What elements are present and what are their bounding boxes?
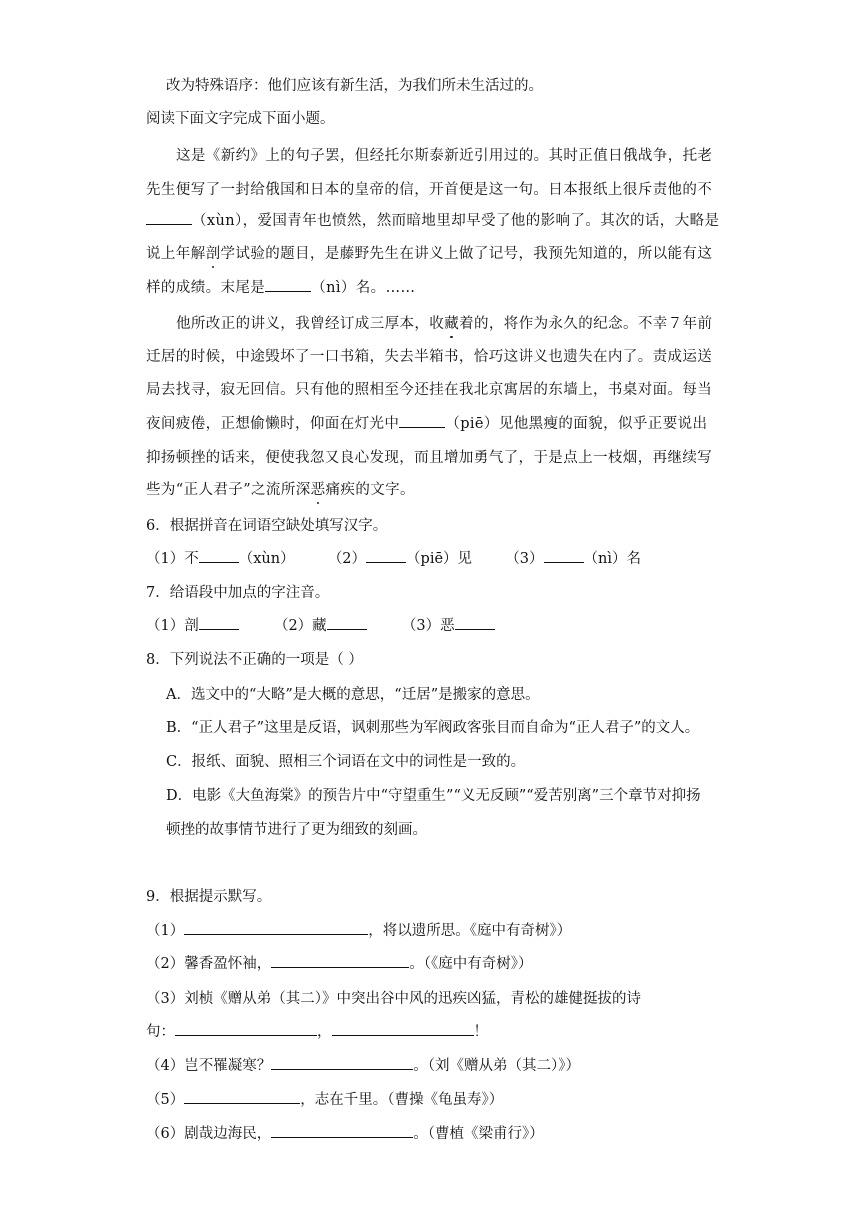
dotted-char: 恶	[311, 478, 326, 499]
dictation-item-5: （5） ，志在千里。（曹操《龟虽寿》）	[146, 1088, 503, 1109]
passage-line: 抑扬顿挫的话来，便使我忽又良心发现，而且增加勇气了，于是点上一枝烟，再继续写	[146, 450, 713, 466]
instruction-line: 改为特殊语序：他们应该有新生活，为我们所未生活过的。	[166, 78, 543, 94]
fill-blank[interactable]	[184, 920, 368, 935]
option-d[interactable]: D．电影《大鱼海棠》的预告片中“守望重生”“义无反顾”“爱苦别离”三个章节对抑扬	[166, 788, 701, 804]
dictation-item-3: （3）刘桢《赠从弟（其二）》中突出谷中风的迅疾凶猛，青松的雄健挺拔的诗	[146, 991, 641, 1007]
passage-line: 这是《新约》上的句子罢，但经托尔斯泰新近引用过的。其时正值日俄战争，托老	[176, 148, 713, 164]
dictation-item-3-continued: 句： ， ！	[146, 1020, 488, 1041]
fill-blank[interactable]	[544, 548, 584, 563]
option-c[interactable]: C．报纸、面貌、照相三个词语在文中的词性是一致的。	[166, 754, 526, 770]
section-heading: 阅读下面文字完成下面小题。	[146, 111, 335, 127]
passage-line: 先生便写了一封给俄国和日本的皇帝的信，开首便是这一句。日本报纸上很斥责他的不	[146, 182, 713, 198]
fill-blank[interactable]	[399, 413, 445, 428]
fill-blank[interactable]	[146, 210, 192, 225]
fill-blank[interactable]	[366, 548, 406, 563]
option-a[interactable]: A．选文中的“大略”是大概的意思，“迁居”是搬家的意思。	[166, 687, 540, 703]
fill-blank[interactable]	[265, 277, 311, 292]
fill-blank[interactable]	[184, 1089, 300, 1104]
fill-blank[interactable]	[455, 615, 495, 630]
passage-line: 他所改正的讲义，我曾经订成三厚本，收藏着的，将作为永久的纪念。不幸７年前	[176, 312, 712, 333]
passage-line: 样的成绩。末尾是 （nì）名。……	[146, 276, 415, 297]
dotted-char: 藏	[444, 312, 459, 333]
passage-line: 迁居的时候，中途毁坏了一口书箱，失去半箱书，恰巧这讲义也遗失在内了。责成运送	[146, 349, 713, 365]
question-6-items: （1）不 （xùn） （2） （piē）见 （3） （nì）名	[146, 547, 641, 568]
dictation-item-4: （4）岂不罹凝寒？ 。（刘《赠从弟（其二）》）	[146, 1054, 580, 1075]
question-8-stem: 8．下列说法不正确的一项是（ ）	[146, 652, 363, 668]
fill-blank[interactable]	[175, 1021, 317, 1036]
dotted-char: 剖	[206, 242, 221, 263]
fill-blank[interactable]	[199, 548, 239, 563]
dictation-item-6: （6）剧哉边海民， 。（曹植《梁甫行》）	[146, 1122, 544, 1143]
fill-blank[interactable]	[199, 615, 239, 630]
dictation-item-2: （2）馨香盈怀袖， 。（《庭中有奇树》）	[146, 952, 532, 973]
question-7-items: （1）剖 （2）藏 （3）恶	[146, 614, 495, 635]
fill-blank[interactable]	[271, 953, 409, 968]
option-d-continued: 顿挫的故事情节进行了更为细致的刻画。	[166, 822, 427, 838]
fill-blank[interactable]	[271, 1123, 413, 1138]
option-b[interactable]: B．“正人君子”这里是反语，讽刺那些为军阀政客张目而自命为“正人君子”的文人。	[166, 720, 700, 736]
passage-line: 夜间疲倦，正想偷懒时，仰面在灯光中 （piē）见他黑瘦的面貌，似乎正要说出	[146, 412, 707, 433]
fill-blank[interactable]	[271, 1055, 413, 1070]
dictation-item-1: （1） ，将以遗所思。《庭中有奇树》）	[146, 919, 571, 940]
passage-line: 说上年解剖学试验的题目，是藤野先生在讲义上做了记号，我预先知道的，所以能有这	[146, 242, 712, 263]
question-9-stem: 9．根据提示默写。	[146, 889, 272, 905]
fill-blank[interactable]	[327, 615, 367, 630]
fill-blank[interactable]	[332, 1021, 474, 1036]
passage-line: 局去找寻，寂无回信。只有他的照相至今还挂在我北京寓居的东墙上，书桌对面。每当	[146, 382, 713, 398]
question-7-stem: 7．给语段中加点的字注音。	[146, 585, 330, 601]
passage-line: （xùn），爱国青年也愤然，然而暗地里却早受了他的影响了。其次的话，大略是	[146, 209, 719, 230]
question-6-stem: 6．根据拼音在词语空缺处填写汉字。	[146, 518, 388, 534]
passage-line: 些为“正人君子”之流所深恶痛疾的文字。	[146, 478, 415, 499]
